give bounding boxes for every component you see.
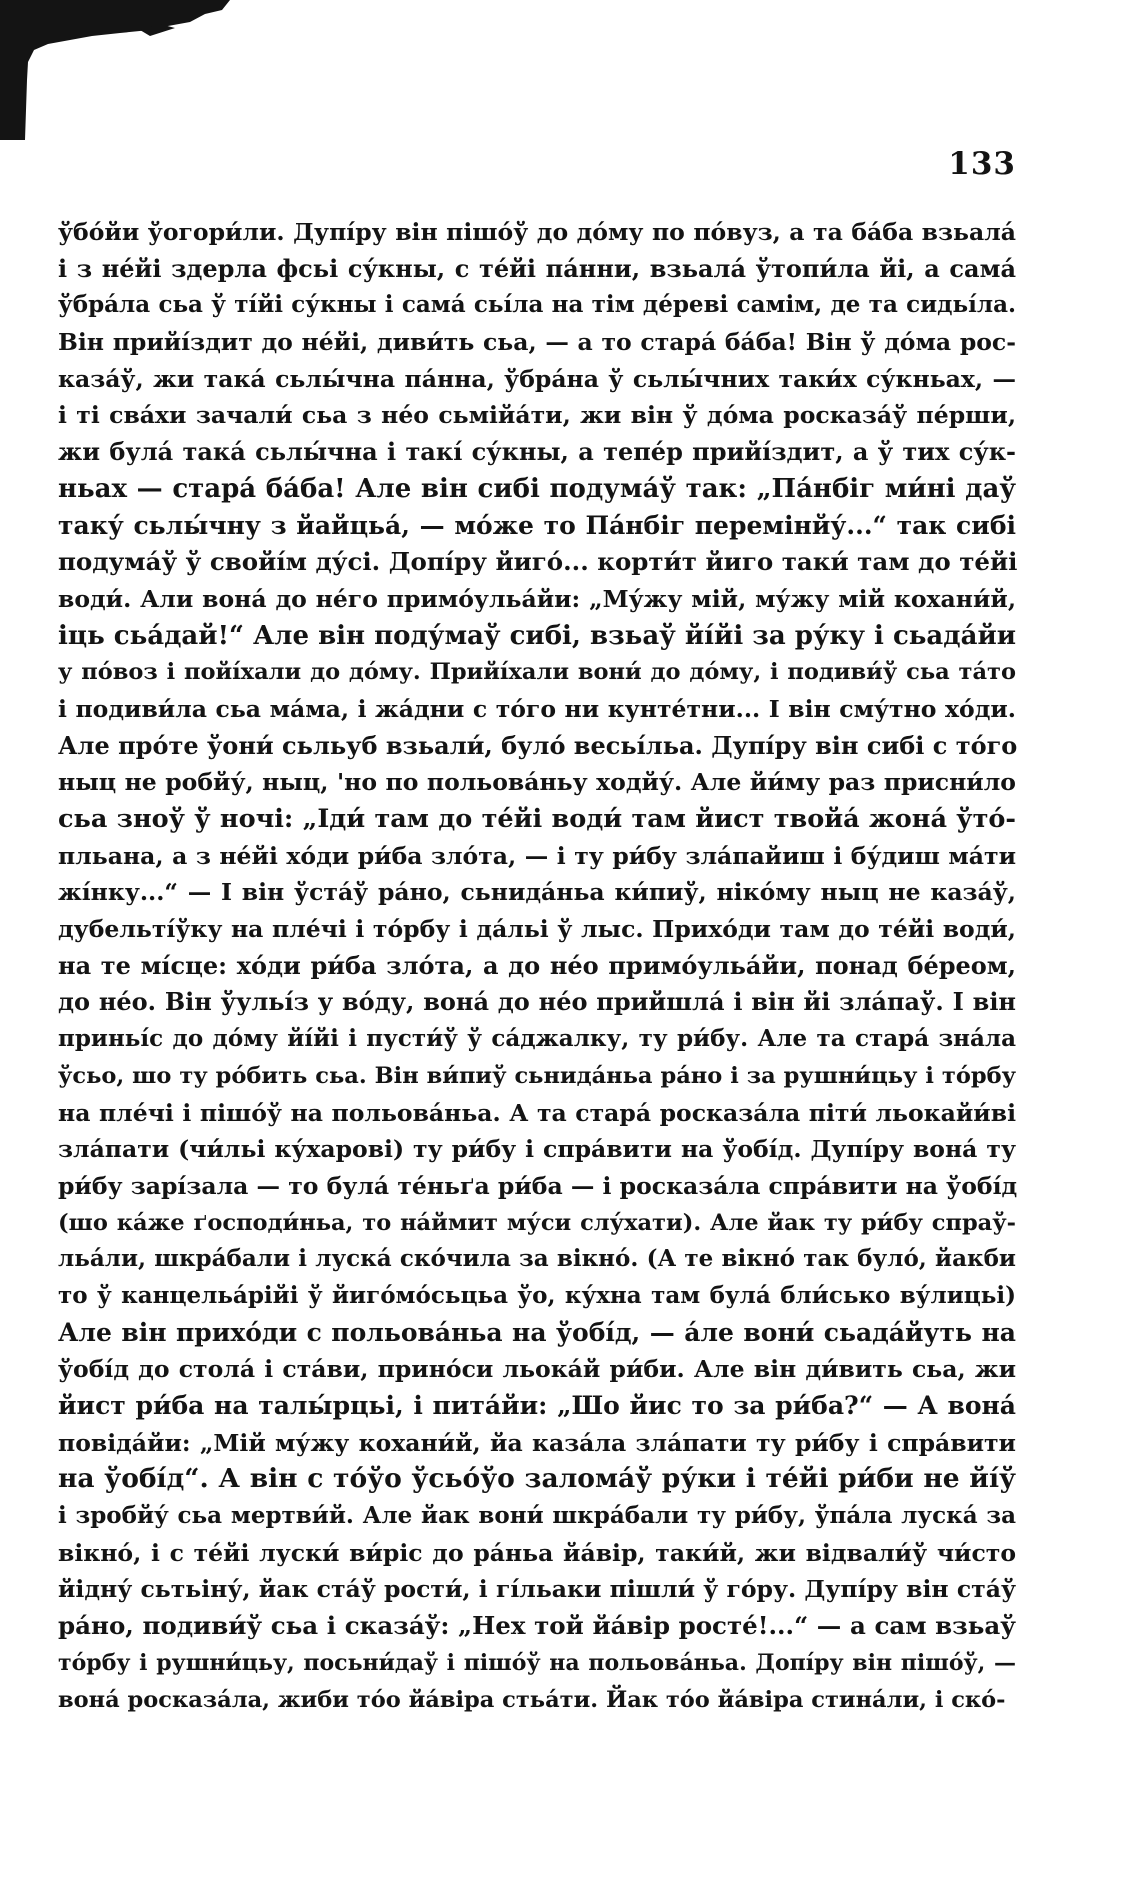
- text-line: йідну́ сьтьіну́, йак ста́ў рости́, і гі́льаки пішли́ ў го́ру. Дупі́ру він ста́ў: [58, 1575, 1016, 1604]
- text-line: жи була́ така́ сьлы́чна і такі́ су́кны, а тепе́р прийі́здит, а ў тих су́к-: [58, 437, 1016, 467]
- scan-edge-damage: [0, 0, 230, 140]
- text-line: до не́о. Він ўульі́з у во́ду, вона́ до не́о прийшла́ і він йі зла́паў. І він: [58, 987, 1016, 1017]
- text-line: то́рбу і рушни́цьу, посьни́даў і пішо́ў на польова́ньа. Допі́ру він пішо́ў, —: [58, 1649, 1016, 1676]
- text-line: ўбра́ла сьа ў ті́йі су́кны і сама́ сьі́ла на тім де́реві самім, де та сидьі́ла.: [58, 291, 1016, 319]
- text-line: ныц не робйу́, ныц, 'но по польова́ньу ходйу́. Але йи́му раз присни́ло: [58, 768, 1016, 797]
- text-line: на ўобі́д“. А він с то́ўо ўсьо́ўо залома́ў ру́ки і те́йі ри́би не йі́ў: [58, 1463, 1016, 1495]
- text-line: ньах — стара́ ба́ба! Але він сибі подума́ў так: „Па́нбіг ми́ні даў: [58, 473, 1016, 504]
- text-line: на те мі́сце: хо́ди ри́ба зло́та, а до не́о примо́ульа́йи, понад бе́реом,: [58, 950, 1016, 980]
- text-line: і зробйу́ сьа мертви́й. Але йак вони́ шкра́бали ту ри́бу, ўпа́ла луска́ за: [58, 1502, 1016, 1530]
- text-line: дубельті́ўку на пле́чі і то́рбу і да́льі ў лыс. Прихо́ди там до те́йі води́,: [58, 915, 1016, 944]
- text-line: і з не́йі здерла фсьі су́кны, с те́йі па́нни, взьала́ ўтопи́ла йі, а сама́: [58, 253, 1016, 283]
- text-line: вона́ росказа́ла, жиби то́о йа́віра стьа́ти. Йак то́о йа́віра стина́ли, і ско́-: [58, 1686, 1006, 1713]
- text-line: ри́бу зарі́зала — то була́ те́ньґа ри́ба — і росказа́ла спра́вити на ўобі́д: [58, 1171, 1018, 1200]
- text-line: (шо ка́же ґосподи́ньа, то на́ймит му́си слу́хати). Але йак ту ри́бу спраў-: [58, 1209, 1016, 1236]
- text-line: ўсьо, шо ту ро́бить сьа. Він ви́пиў сьнида́ньа ра́но і за рушни́цьу і то́рбу: [58, 1062, 1016, 1089]
- text-line: Але про́те ўони́ сьльуб взьали́, було́ весьі́льа. Дупі́ру він сибі с то́го: [58, 730, 1018, 760]
- text-line: ўобі́д до стола́ і ста́ви, прино́си льока́й ри́би. Але він ди́вить сьа, жи: [58, 1355, 1016, 1384]
- text-line: каза́ў, жи така́ сьлы́чна па́нна, ўбра́на ў сьлы́чних таки́х су́кньах, —: [58, 364, 1016, 393]
- text-line: Але він прихо́ди с польова́ньа на ўобі́д, — а́ле вони́ сьада́йуть на: [58, 1317, 1016, 1347]
- text-line: води́. Али вона́ до не́го примо́ульа́йи: „Му́жу мій, му́жу мій кохани́й,: [58, 584, 1016, 613]
- body-text: [58, 214, 1016, 1718]
- text-line: Він прийі́здит до не́йі, диви́ть сьа, — а то стара́ ба́ба! Він ў до́ма рос-: [58, 328, 1016, 357]
- text-line: льа́ли, шкра́бали і луска́ ско́чила за вікно́. (А те вікно́ так було́, йакби: [58, 1245, 1016, 1273]
- text-line: жі́нку...“ — І він ўста́ў ра́но, сьнида́ньа ки́пиў, ніко́му ныц не каза́ў,: [58, 878, 1016, 907]
- text-line: йист ри́ба на талы́рцьі, і пита́йи: „Шо йис то за ри́ба?“ — А вона́: [58, 1391, 1016, 1420]
- text-line: у по́воз і пойі́хали до до́му. Прийі́хали вони́ до до́му, і подиви́ў сьа та́то: [58, 659, 1016, 686]
- text-line: ўбо́йи ўогори́ли. Дупі́ру він пішо́ў до до́му по по́вуз, а та ба́ба взьала́: [58, 218, 1016, 246]
- text-line: зла́пати (чи́льі ку́харові) ту ри́бу і спра́вити на ўобі́д. Дупі́ру вона́ ту: [58, 1135, 1016, 1164]
- text-line: іць сьа́дай!“ Але він поду́маў сибі, взьаў йі́йі за ру́ку і сьада́йи: [58, 620, 1017, 651]
- page-number: 133: [948, 146, 1016, 182]
- text-line: таку́ сьлы́чну з йайцьа́, — мо́же то Па́нбіг перемінйу́...“ так сибі: [58, 510, 1016, 540]
- text-line: приньі́с до до́му йі́йі і пусти́ў ў са́джалку, ту ри́бу. Але та стара́ зна́ла: [58, 1025, 1016, 1053]
- text-line: сьа зноў ў ночі: „Іди́ там до те́йі води́ там йист твойа́ жона́ ўто́-: [58, 804, 1016, 834]
- text-line: і ті сва́хи зачали́ сьа з не́о сьмійа́ти, жи він ў до́ма росказа́ў пе́рши,: [58, 401, 1016, 430]
- text-line: на пле́чі і пішо́ў на польова́ньа. А та стара́ росказа́ла піти́ льокайи́ві: [58, 1098, 1016, 1127]
- text-line: ра́но, подиви́ў сьа і сказа́ў: „Нех той йа́вір росте́!...“ — а сам взьаў: [58, 1611, 1016, 1641]
- text-line: то ў канцельа́рійі ў йиго́мо́сьцьа ўо, ку́хна там була́ бли́сько ву́лицьі): [58, 1281, 1016, 1309]
- text-line: вікно́, і с те́йі луски́ ви́ріс до ра́ньа йа́вір, таки́й, жи відвали́ў чи́сто: [58, 1538, 1016, 1567]
- text-line: подума́ў ў свойі́м ду́сі. Допі́ру йиго́... корти́т йиго таки́ там до те́йі: [58, 547, 1018, 577]
- text-line: повіда́йи: „Мій му́жу кохани́й, йа каза́ла зла́пати ту ри́бу і спра́вити: [58, 1428, 1016, 1457]
- text-line: пльана, а з не́йі хо́ди ри́ба зло́та, — і ту ри́бу зла́пайиш і бу́диш ма́ти: [58, 841, 1016, 870]
- text-line: і подиви́ла сьа ма́ма, і жа́дни с то́го ни кунте́тни... І він сму́тно хо́ди.: [58, 694, 1016, 723]
